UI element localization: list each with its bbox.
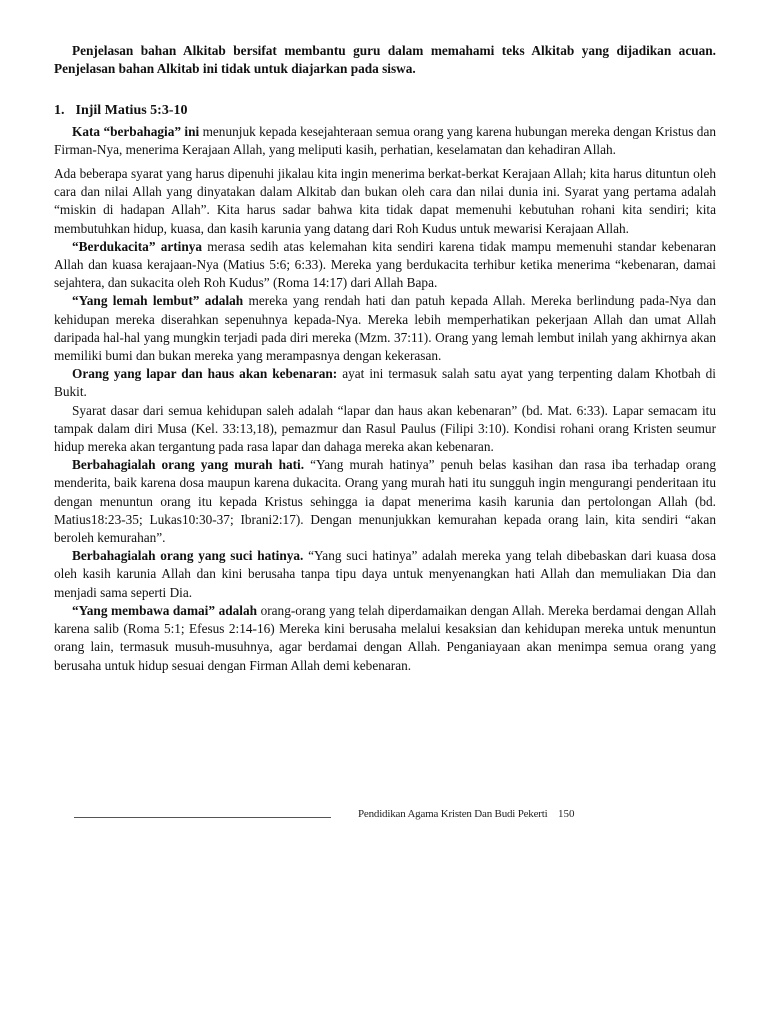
paragraph-lead: Kata “berbahagia” ini [72, 123, 200, 139]
paragraph-membawa-damai [54, 602, 716, 675]
paragraph-lapar-haus [54, 365, 716, 401]
paragraph-murah-hati [54, 456, 716, 547]
paragraph-text: merasa sedih atas kelemahan kita sendiri karena tidak mampu memenuhi standar kebenaran Allah dan kuasa kerajaan-Nya (Matius 5:6; 6:33). Mereka yang berdukacita terhibur ketika menerima “kebenaran, damai sejahtera, dan sukacita oleh Roh Kudus” (Roma 14:17) dari Allah Bapa. [54, 238, 716, 291]
footer-book-title: Pendidikan Agama Kristen Dan Budi Pekerti [358, 808, 548, 820]
section-number: 1. [54, 103, 65, 119]
paragraph-lead: Berbahagialah orang yang suci hatinya. [72, 548, 304, 564]
intro-note: Penjelasan bahan Alkitab bersifat membantu guru dalam memahami teks Alkitab yang dijadikan acuan. Penjelasan bahan Alkitab ini tidak untuk diajarkan pada siswa. [54, 43, 716, 77]
paragraph-text: ayat ini termasuk salah satu ayat yang terpenting dalam Khotbah di Bukit. [54, 366, 717, 400]
paragraph-berdukacita [54, 238, 716, 293]
paragraph-syarat-dasar [54, 402, 716, 457]
paragraph-text: orang-orang yang telah diperdamaikan dengan Allah. Mereka berdamai dengan Allah karena salib (Roma 5:1; Efesus 2:14-16) Mereka kini berusaha melalui kesaksian dan kehidupan mereka untuk menuntun orang lain, termasuk musuh-musuhnya, agar berdamai dengan Allah. Penganiayaan akan menimpa semua orang yang berusaha untuk hidup sesuai dengan Firman Allah demi kebenaran. [54, 602, 716, 673]
paragraph-syarat [54, 165, 716, 238]
paragraph-suci-hati [54, 547, 716, 602]
paragraph-text: “Yang murah hatinya” penuh belas kasihan dan rasa iba terhadap orang menderita, baik karena dosa maupun karena dukacita. Orang yang murah hati itu sungguh ingin mengurangi penderitaan itu dengan menuntun orang itu kepada Kristus sehingga ia dapat menerima kasih karunia dan pertolongan Allah (bd. Matius18:23-35; Lukas10:30-37; Ibrani2:17). Dengan menunjukkan kemurahan kepada orang lain, kita sendiri “akan beroleh kemurahan”. [54, 457, 716, 546]
page-number: 150 [558, 808, 575, 820]
paragraph-text: “Yang suci hatinya” adalah mereka yang telah dibebaskan dari kuasa dosa oleh kasih karunia Allah dan kini berusaha tanpa tipu daya untuk menyenangkan hati Allah dan memuliakan Dia dan menjadi sama seperti Dia. [54, 548, 717, 600]
paragraph-text: mereka yang rendah hati dan patuh kepada Allah. Mereka berlindung pada-Nya dan kehidupan mereka diserahkan sepenuhnya kepada-Nya. Mereka lebih memperhatikan pekerjaan Allah dan umat Allah daripada hal-hal yang mungkin terjadi pada diri mereka (Mzm. 37:11). Orang yang lemah lembut inilah yang akhirnya akan memiliki bumi dan bukan mereka yang merampasnya dengan kekerasan. [54, 293, 716, 364]
paragraph-lead: “Yang lemah lembut” adalah [72, 293, 244, 309]
paragraph-lead: Berbahagialah orang yang murah hati. [72, 457, 305, 473]
paragraph-text: menunjuk kepada kesejahteraan semua orang yang karena hubungan mereka dengan Kristus dan Firman-Nya, menerima Kerajaan Allah, yang meliputi kasih, perhatian, keselamatan dan kehadiran Allah. [54, 123, 716, 157]
section-heading [54, 102, 716, 120]
paragraph-lead: Orang yang lapar dan haus akan kebenaran: [72, 366, 338, 382]
paragraph-lead: “Yang membawa damai” adalah [72, 602, 258, 618]
section-title: Injil Matius 5:3-10 [75, 103, 188, 119]
paragraph-text: Syarat dasar dari semua kehidupan saleh adalah “lapar dan haus akan kebenaran” (bd. Mat. 6:33). Lapar semacam itu tampak dalam diri Musa (Kel. 33:13,18), pemazmur dan Rasul Paulus (Filipi 3:10). Kondisi rohani orang Kristen seumur hidup mereka akan tergantung pada rasa lapar dan dahaga mereka akan kebenaran. [54, 402, 716, 455]
paragraph-lemah-lembut [54, 292, 716, 365]
page-footer [74, 808, 594, 822]
paragraph-berbahagia [54, 123, 716, 159]
footer-rule [74, 817, 331, 818]
paragraph-text: Ada beberapa syarat yang harus dipenuhi jikalau kita ingin menerima berkat-berkat Kerajaan Allah; kita harus dituntun oleh cara dan nilai Allah yang dinyatakan dalam Alkitab dan bukan oleh cara dan nilai dunia ini. Syarat yang pertama adalah “miskin di hadapan Allah”. Kita harus sadar bahwa kita tidak dapat memenuhi kebutuhan rohani kita sendiri; kita membutuhkan hidup, kuasa, dan kasih karunia yang datang dari Roh Kudus untuk mewarisi Kerajaan Allah. [54, 166, 716, 236]
document-page [54, 42, 716, 675]
paragraph-lead: “Berdukacita” artinya [72, 238, 203, 254]
